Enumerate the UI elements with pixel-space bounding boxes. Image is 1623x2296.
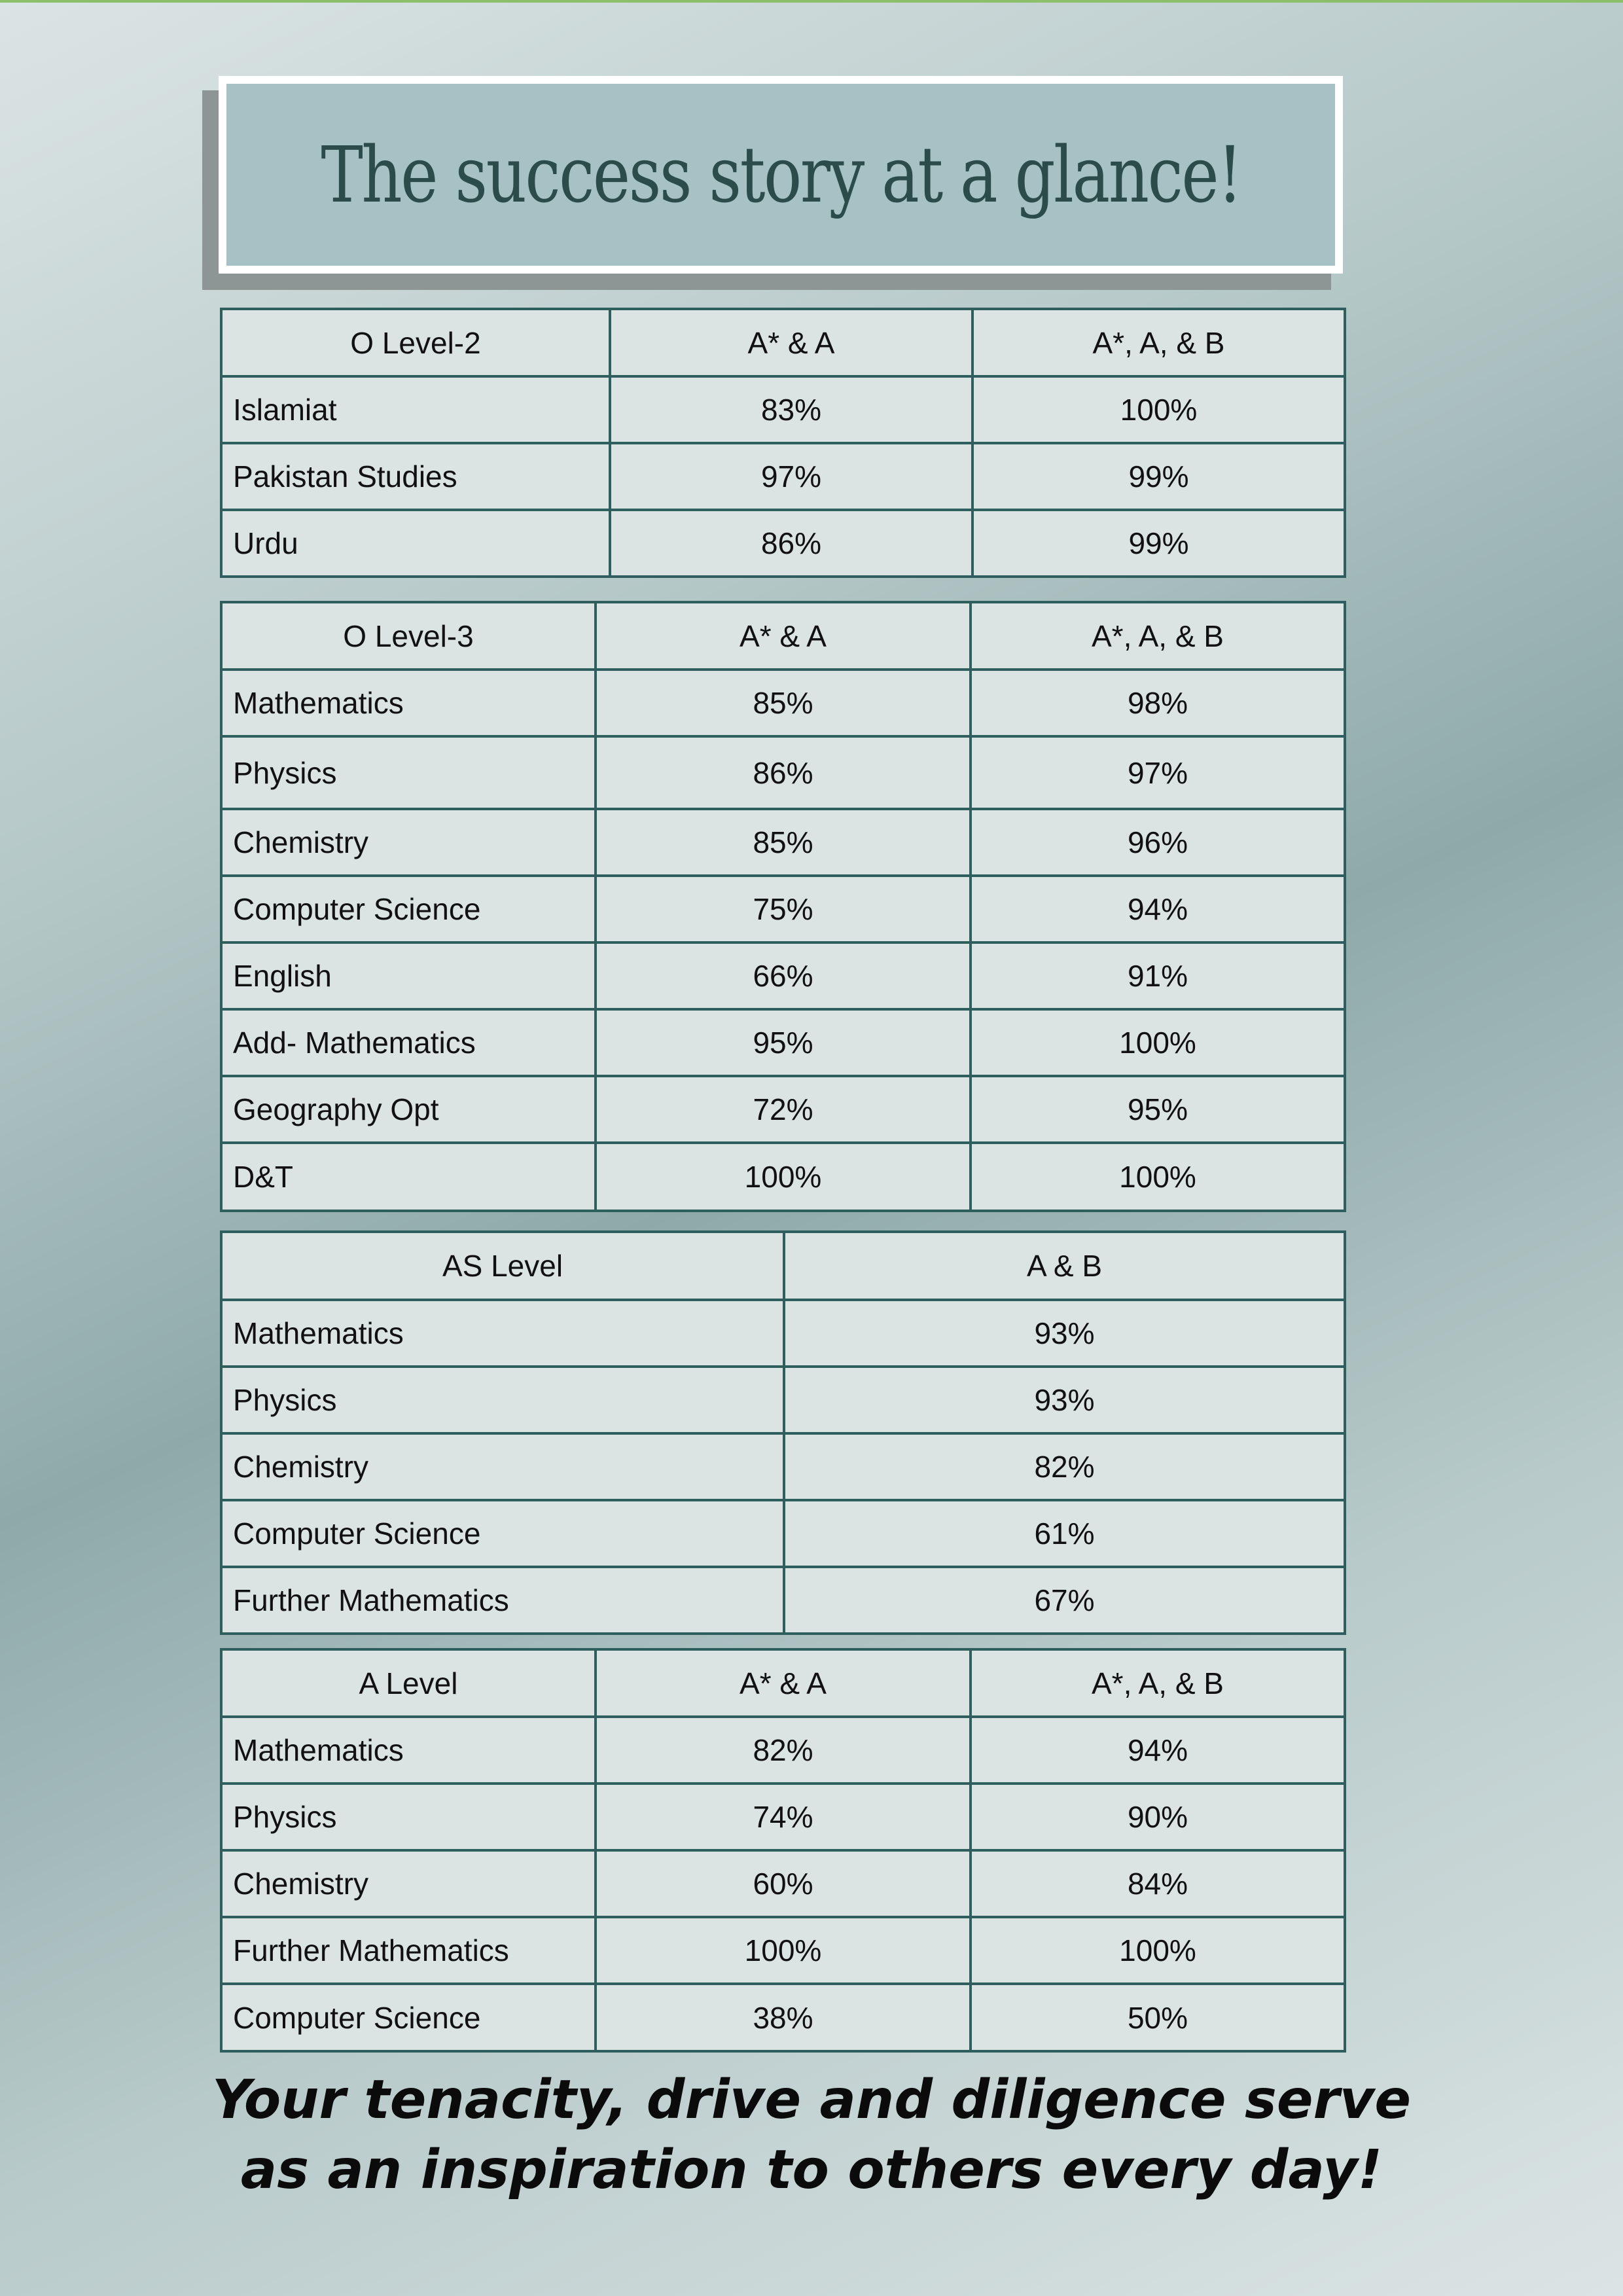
value-cell: 83% <box>610 376 972 443</box>
as-level-table <box>220 1230 1346 1635</box>
table-row <box>221 443 1345 510</box>
a-level-table <box>220 1648 1346 2053</box>
value-cell: 85% <box>596 670 971 736</box>
subject-cell: Physics <box>221 1367 784 1433</box>
value-cell: 93% <box>784 1367 1345 1433</box>
value-cell: 97% <box>610 443 972 510</box>
value-cell: 93% <box>784 1300 1345 1367</box>
subject-cell: Chemistry <box>221 1850 596 1917</box>
subject-cell: English <box>221 942 596 1009</box>
value-cell: 67% <box>784 1567 1345 1634</box>
subject-cell: Islamiat <box>221 376 610 443</box>
subject-cell: Computer Science <box>221 1984 596 2051</box>
title-banner <box>219 76 1343 274</box>
subject-cell: Mathematics <box>221 670 596 736</box>
subject-cell: Chemistry <box>221 809 596 876</box>
table-row <box>221 1076 1345 1143</box>
header-cell: A* & A <box>596 602 971 670</box>
header-cell: O Level-3 <box>221 602 596 670</box>
header-cell: A Level <box>221 1649 596 1717</box>
value-cell: 84% <box>971 1850 1345 1917</box>
header-cell: A* & A <box>610 309 972 376</box>
table-row <box>221 876 1345 942</box>
subject-cell: Pakistan Studies <box>221 443 610 510</box>
table-row <box>221 510 1345 577</box>
table-row <box>221 736 1345 809</box>
value-cell: 74% <box>596 1784 971 1850</box>
table-row <box>221 1984 1345 2051</box>
header-cell: O Level-2 <box>221 309 610 376</box>
subject-cell: Mathematics <box>221 1717 596 1784</box>
table-row <box>221 1143 1345 1211</box>
table-header-row <box>221 1232 1345 1300</box>
header-cell: AS Level <box>221 1232 784 1300</box>
subject-cell: Chemistry <box>221 1433 784 1500</box>
top-accent-line <box>0 0 1623 3</box>
value-cell: 99% <box>972 510 1345 577</box>
table-header-row <box>221 1649 1345 1717</box>
table-row <box>221 1784 1345 1850</box>
value-cell: 85% <box>596 809 971 876</box>
subject-cell: D&T <box>221 1143 596 1211</box>
value-cell: 72% <box>596 1076 971 1143</box>
quote-line-2: as an inspiration to others every day! <box>240 2139 1383 2201</box>
subject-cell: Add- Mathematics <box>221 1009 596 1076</box>
subject-cell: Computer Science <box>221 876 596 942</box>
subject-cell: Physics <box>221 736 596 809</box>
subject-cell: Urdu <box>221 510 610 577</box>
table-row <box>221 1367 1345 1433</box>
value-cell: 95% <box>596 1009 971 1076</box>
table-row <box>221 670 1345 736</box>
value-cell: 94% <box>971 876 1345 942</box>
value-cell: 96% <box>971 809 1345 876</box>
header-cell: A* & A <box>596 1649 971 1717</box>
value-cell: 100% <box>596 1143 971 1211</box>
page-title: The success story at a glance! <box>320 130 1241 220</box>
table-header-row <box>221 602 1345 670</box>
value-cell: 94% <box>971 1717 1345 1784</box>
value-cell: 97% <box>971 736 1345 809</box>
value-cell: 90% <box>971 1784 1345 1850</box>
value-cell: 75% <box>596 876 971 942</box>
value-cell: 50% <box>971 1984 1345 2051</box>
subject-cell: Physics <box>221 1784 596 1850</box>
value-cell: 91% <box>971 942 1345 1009</box>
table-row <box>221 942 1345 1009</box>
o-level-3-table <box>220 601 1346 1212</box>
value-cell: 82% <box>596 1717 971 1784</box>
header-cell: A*, A, & B <box>971 602 1345 670</box>
value-cell: 99% <box>972 443 1345 510</box>
subject-cell: Mathematics <box>221 1300 784 1367</box>
table-header-row <box>221 309 1345 376</box>
table-row <box>221 1917 1345 1984</box>
value-cell: 86% <box>596 736 971 809</box>
value-cell: 100% <box>971 1143 1345 1211</box>
value-cell: 60% <box>596 1850 971 1917</box>
value-cell: 86% <box>610 510 972 577</box>
value-cell: 100% <box>971 1917 1345 1984</box>
value-cell: 38% <box>596 1984 971 2051</box>
value-cell: 100% <box>972 376 1345 443</box>
table-row <box>221 809 1345 876</box>
table-row <box>221 1500 1345 1567</box>
table-row <box>221 1850 1345 1917</box>
table-row <box>221 1009 1345 1076</box>
value-cell: 98% <box>971 670 1345 736</box>
o-level-2-table <box>220 308 1346 578</box>
subject-cell: Further Mathematics <box>221 1567 784 1634</box>
value-cell: 100% <box>971 1009 1345 1076</box>
subject-cell: Further Mathematics <box>221 1917 596 1984</box>
header-cell: A & B <box>784 1232 1345 1300</box>
subject-cell: Geography Opt <box>221 1076 596 1143</box>
header-cell: A*, A, & B <box>971 1649 1345 1717</box>
value-cell: 82% <box>784 1433 1345 1500</box>
table-row <box>221 376 1345 443</box>
value-cell: 100% <box>596 1917 971 1984</box>
quote-line-1: Your tenacity, drive and diligence serve <box>212 2069 1411 2131</box>
inspiration-quote <box>0 2065 1623 2205</box>
header-cell: A*, A, & B <box>972 309 1345 376</box>
value-cell: 66% <box>596 942 971 1009</box>
value-cell: 61% <box>784 1500 1345 1567</box>
table-row <box>221 1433 1345 1500</box>
value-cell: 95% <box>971 1076 1345 1143</box>
subject-cell: Computer Science <box>221 1500 784 1567</box>
table-row <box>221 1567 1345 1634</box>
table-row <box>221 1300 1345 1367</box>
table-row <box>221 1717 1345 1784</box>
